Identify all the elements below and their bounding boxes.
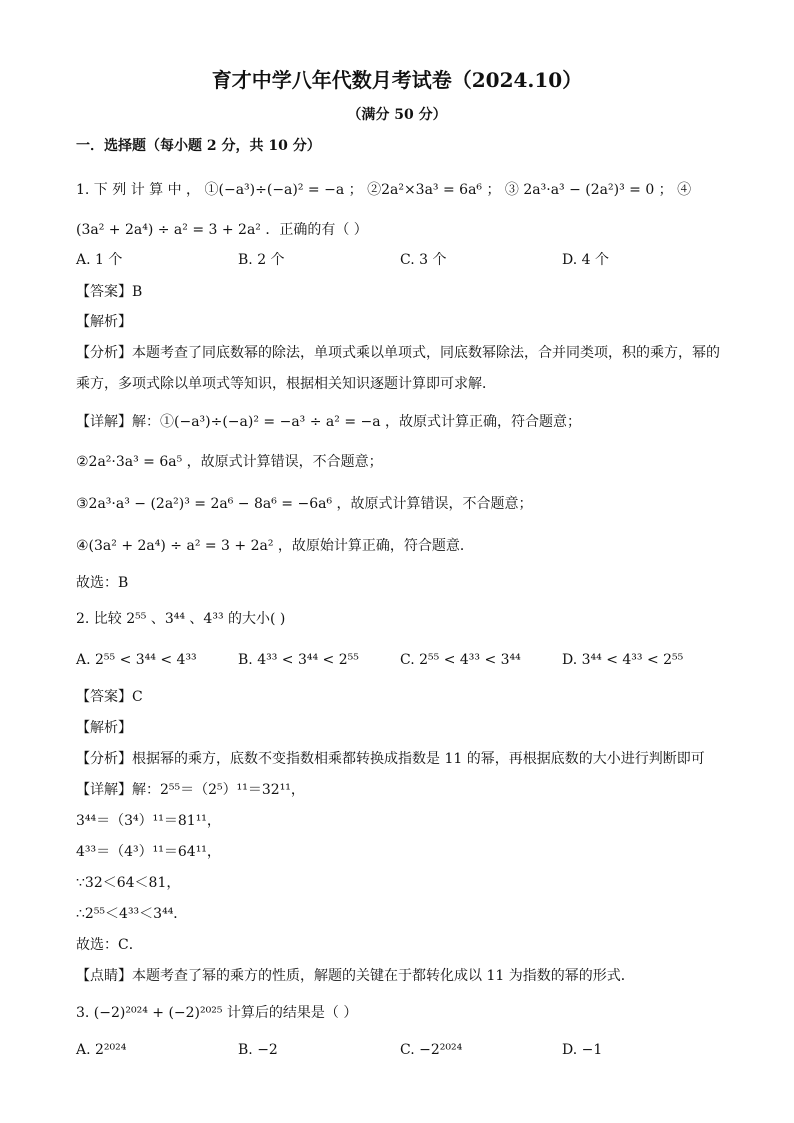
q2-option-a: A. 2⁵⁵ < 3⁴⁴ < 4³³ <box>76 652 197 668</box>
q1-detail-2: ②2a²·3a³ = 6a⁵ ，故原式计算错误，不合题意； <box>76 454 383 470</box>
q1-choose: 故选：B <box>76 575 129 591</box>
q3-option-c: C. −2²⁰²⁴ <box>400 1042 463 1058</box>
q2-detail-3: 4³³＝（4³）¹¹＝64¹¹， <box>76 844 221 860</box>
q2-detail-5: ∴2⁵⁵＜4³³＜3⁴⁴． <box>76 906 188 922</box>
q2-detail-4: ∵32＜64＜81， <box>76 875 181 891</box>
q2-option-c: C. 2⁵⁵ < 4³³ < 3⁴⁴ <box>400 652 521 668</box>
q1-detail-4: ④(3a² + 2a⁴) ÷ a² = 3 + 2a² ，故原始计算正确，符合题意． <box>76 538 474 554</box>
q3-option-a: A. 2²⁰²⁴ <box>76 1042 127 1058</box>
q2-detail-1: 【详解】解：2⁵⁵＝（2⁵）¹¹＝32¹¹， <box>76 782 305 798</box>
q2-detail-2: 3⁴⁴＝（3⁴）¹¹＝81¹¹， <box>76 813 221 829</box>
q1-option-d: D. 4 个 <box>562 252 609 268</box>
q1-stem-line1: 1. 下 列 计 算 中 ， ①(−a³)÷(−a)² = −a ； ②2a²×3a³ = 6a⁶ ； ③ 2a³·a³ − (2a²)³ = 0 ； ④ <box>76 182 692 198</box>
q2-option-b: B. 4³³ < 3⁴⁴ < 2⁵⁵ <box>238 652 359 668</box>
q2-dianjing: 【点睛】本题考查了幂的乘方的性质，解题的关键在于都转化成以 11 为指数的幂的形式． <box>76 968 635 984</box>
q2-answer: 【答案】C <box>76 689 143 705</box>
q1-detail-3: ③2a³·a³ − (2a²)³ = 2a⁶ − 8a⁶ = −6a⁶ ，故原式计算错误，不合题意； <box>76 496 533 512</box>
q1-fenxi-line2: 乘方，多项式除以单项式等知识，根据相关知识逐题计算即可求解． <box>76 376 496 392</box>
full-score: （满分 50 分） <box>347 107 447 123</box>
q1-fenxi-line1: 【分析】本题考查了同底数幂的除法，单项式乘以单项式，同底数幂除法，合并同类项，积的乘方，幂的 <box>76 345 720 361</box>
q1-option-a: A. 1 个 <box>76 252 123 268</box>
q3-option-b: B. −2 <box>238 1042 278 1058</box>
q3-option-d: D. −1 <box>562 1042 603 1058</box>
q2-stem: 2. 比较 2⁵⁵ 、3⁴⁴ 、4³³ 的大小( ) <box>76 611 286 627</box>
q3-stem: 3. (−2)²⁰²⁴ + (−2)²⁰²⁵ 计算后的结果是（ ） <box>76 1005 358 1021</box>
q1-option-b: B. 2 个 <box>238 252 285 268</box>
q2-choose: 故选：C． <box>76 937 143 953</box>
q1-stem-line2: (3a² + 2a⁴) ÷ a² = 3 + 2a² ．正确的有（ ） <box>76 222 368 238</box>
section-heading: 一．选择题（每小题 2 分，共 10 分） <box>76 138 321 154</box>
q1-detail-1: 【详解】解：①(−a³)÷(−a)² = −a³ ÷ a² = −a ，故原式计算正确，符合题意； <box>76 414 582 430</box>
q2-analysis-label: 【解析】 <box>76 720 132 736</box>
q2-fenxi: 【分析】根据幂的乘方，底数不变指数相乘都转换成指数是 11 的幂，再根据底数的大小进行判断即可 <box>76 751 705 767</box>
q1-analysis-label: 【解析】 <box>76 314 132 330</box>
q1-answer: 【答案】B <box>76 284 143 300</box>
page-title: 育才中学八年代数月考试卷（2024.10） <box>211 68 583 92</box>
q1-option-c: C. 3 个 <box>400 252 447 268</box>
q2-option-d: D. 3⁴⁴ < 4³³ < 2⁵⁵ <box>562 652 684 668</box>
